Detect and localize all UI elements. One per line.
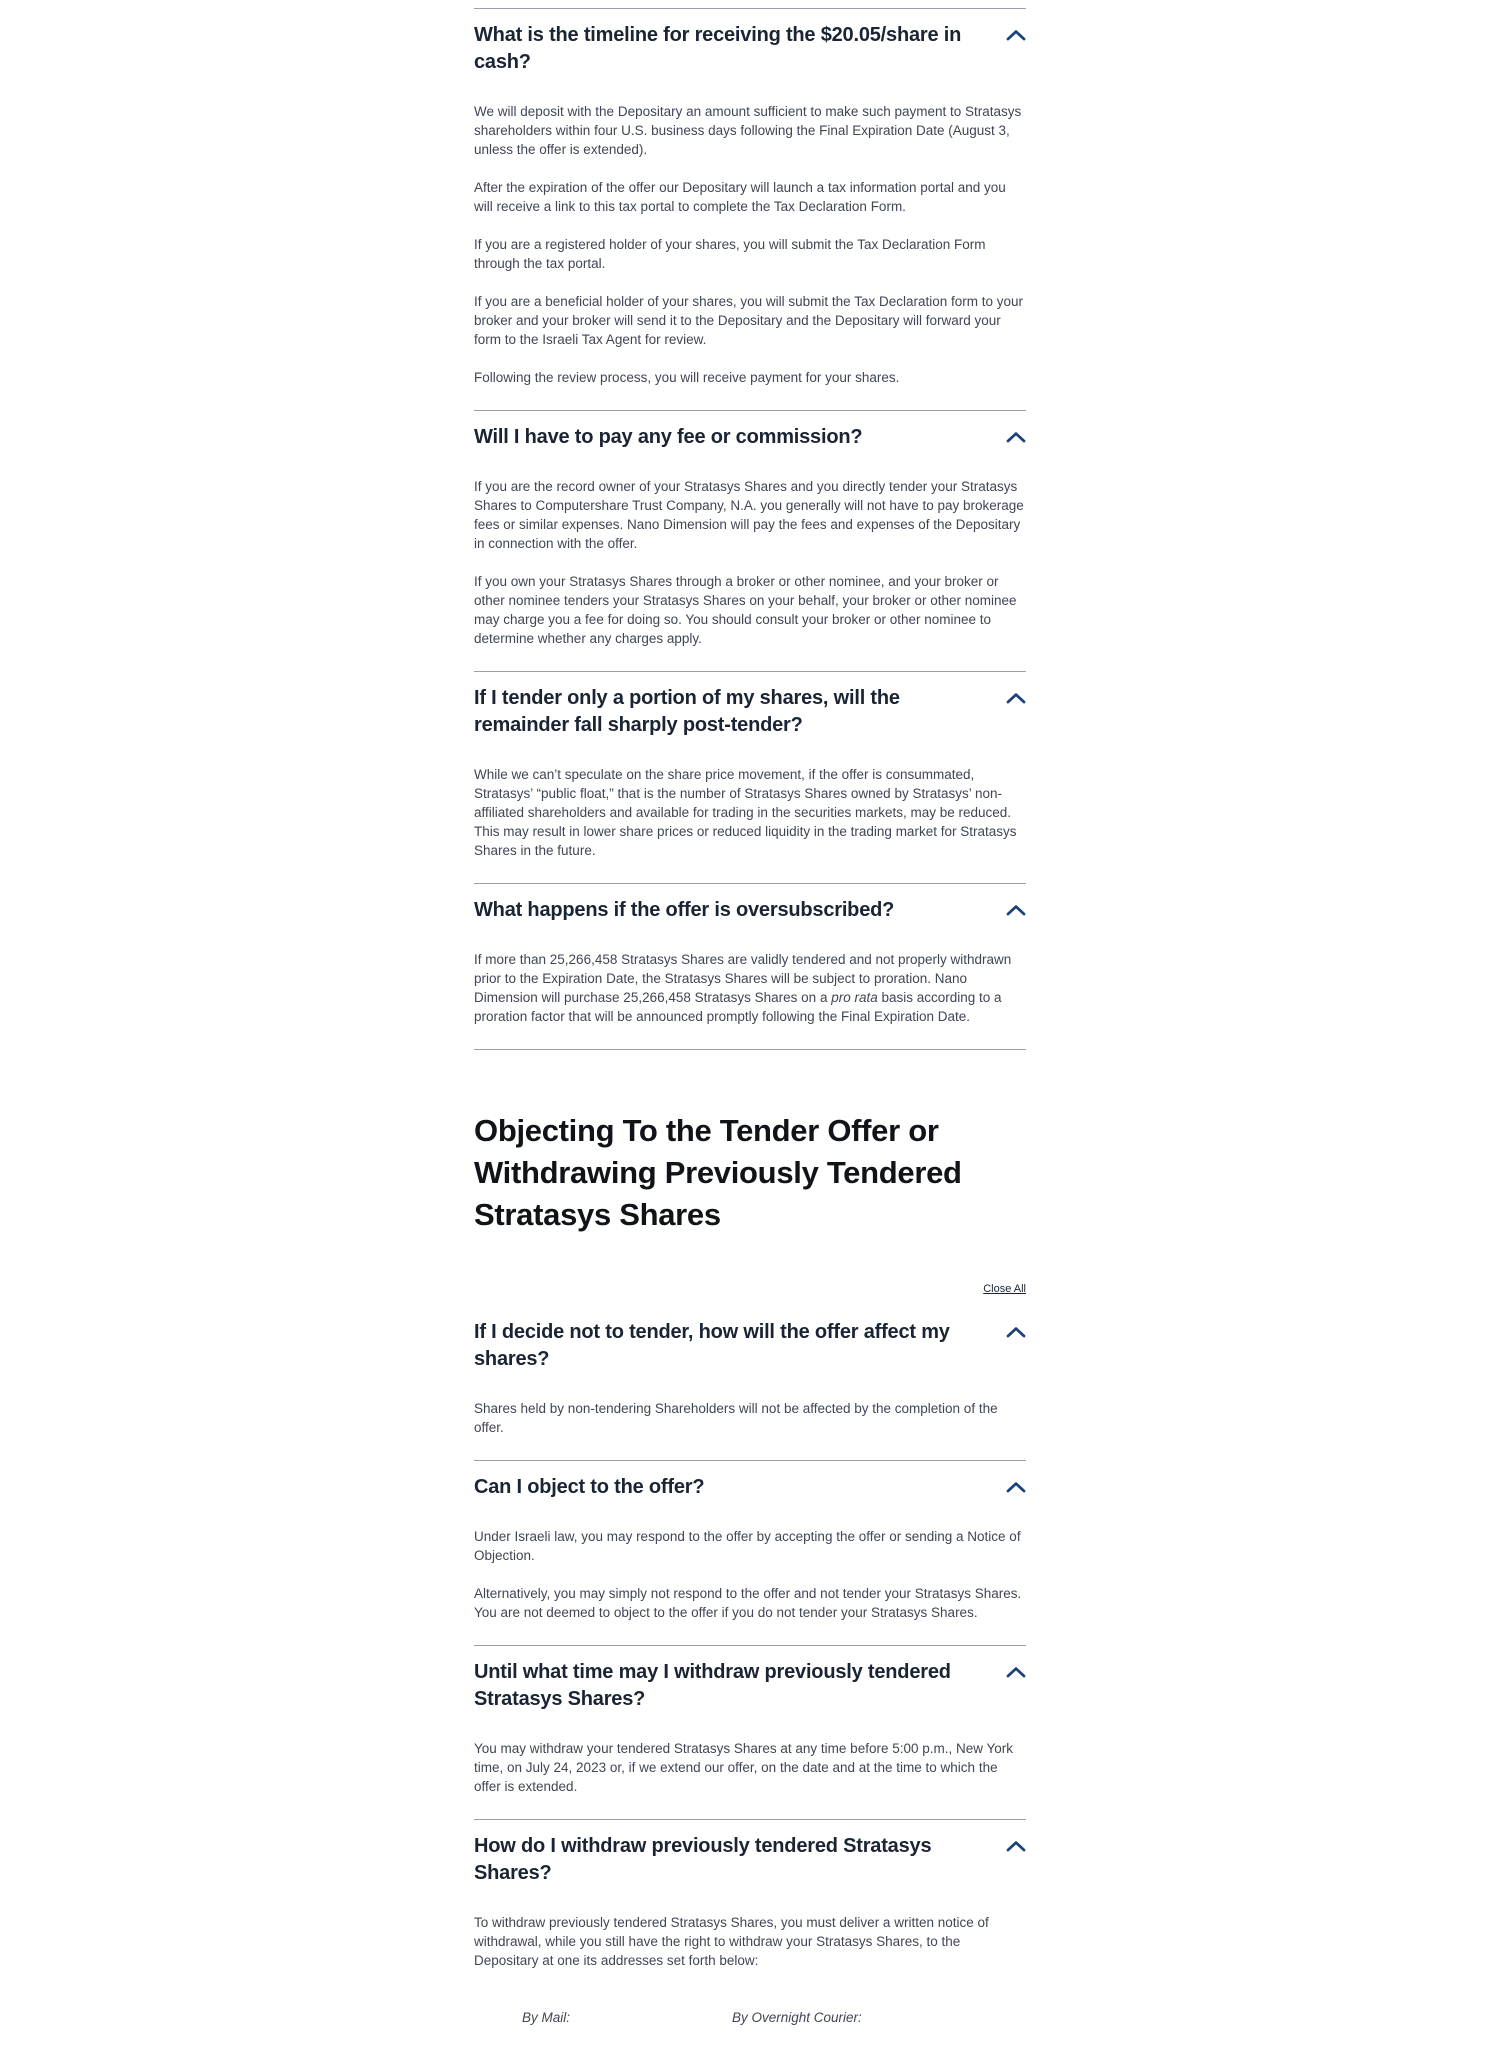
- chevron-up-icon[interactable]: [1006, 1666, 1026, 1678]
- chevron-up-icon[interactable]: [1006, 431, 1026, 443]
- by-mail-label: By Mail:: [522, 2010, 571, 2025]
- answer-text: basis according to a proration factor that will be announced promptly following the Final Expiration Date.: [474, 990, 1002, 1024]
- faq-question: Can I object to the offer?: [474, 1476, 705, 1498]
- faq-question: If I tender only a portion of my shares, will the remainder fall sharply post-tender?: [474, 687, 900, 736]
- answer-text: If you are a beneficial holder of your shares, you will submit the Tax Declaration form to your broker and your broker will send it to the Depositary and the Depositary will forward your form to the Israeli Tax Agent for review.: [474, 294, 1024, 347]
- answer-text: You may withdraw your tendered Stratasys Shares at any time before 5:00 p.m., New York time, on July 24, 2023 or, if we extend our offer, on the date and at the time to which the offer is extended.: [474, 1741, 1014, 1794]
- faq-answer: [474, 765, 1026, 860]
- chevron-up-icon[interactable]: [1006, 1840, 1026, 1852]
- answer-paragraph: [474, 235, 1026, 273]
- answer-text: While we can’t speculate on the share price movement, if the offer is consummated, Stratasys’ “public float,” that is the number of Stratasys Shares owned by Stratasys’ non-affiliated shareholders and available for trading in the securities markets, may be reduced. This may result in lower share prices or reduced liquidity in the trading market for Stratasys Shares in the future.: [474, 767, 1017, 858]
- answer-text-italic: pro rata: [831, 990, 878, 1005]
- answer-paragraph: [474, 102, 1026, 159]
- faq-question-row[interactable]: [474, 897, 1026, 924]
- answer-paragraph: [474, 178, 1026, 216]
- faq-question-row[interactable]: [474, 1833, 1026, 1887]
- chevron-up-icon[interactable]: [1006, 29, 1026, 41]
- faq-question: What happens if the offer is oversubscribed?: [474, 899, 895, 921]
- faq-question-row[interactable]: [474, 22, 1026, 76]
- answer-text: To withdraw previously tendered Stratasys Shares, you must deliver a written notice of withdrawal, while you still have the right to withdraw your Stratasys Shares, to the Depositary at one its addresses set forth below:: [474, 1915, 989, 1968]
- chevron-up-icon[interactable]: [1006, 1326, 1026, 1338]
- answer-paragraph: [474, 572, 1026, 648]
- faq-section-bottom: [474, 1295, 1026, 1993]
- faq-section-top: [474, 8, 1026, 1050]
- faq-answer: [474, 102, 1026, 387]
- by-overnight-courier-label: By Overnight Courier:: [732, 2010, 862, 2025]
- faq-question: Will I have to pay any fee or commission?: [474, 426, 863, 448]
- faq-item: [474, 1819, 1026, 1993]
- answer-text: Under Israeli law, you may respond to the offer by accepting the offer or sending a Notice of Objection.: [474, 1529, 1021, 1563]
- faq-item: [474, 883, 1026, 1049]
- faq-container: [474, 0, 1026, 2050]
- faq-question-row[interactable]: [474, 1474, 1026, 1501]
- faq-question-row[interactable]: [474, 685, 1026, 739]
- faq-question: What is the timeline for receiving the $20.05/share in cash?: [474, 24, 962, 73]
- answer-paragraph: [474, 1527, 1026, 1565]
- faq-item: [474, 671, 1026, 883]
- answer-text: Alternatively, you may simply not respond to the offer and not tender your Stratasys Shares. You are not deemed to object to the offer if you do not tender your Stratasys Shares.: [474, 1586, 1022, 1620]
- faq-question-row[interactable]: [474, 1659, 1026, 1713]
- faq-item: [474, 1460, 1026, 1645]
- answer-text: If more than 25,266,458 Stratasys Shares are validly tendered and not properly withdrawn prior to the Expiration Date, the Stratasys Shares will be subject to proration. Nano Dimension will purchase 25,266,458 Stratasys Shares on a: [474, 952, 1012, 1005]
- answer-paragraph: [474, 1399, 1026, 1437]
- faq-item: [474, 410, 1026, 671]
- answer-paragraph: [474, 477, 1026, 553]
- faq-answer: [474, 1399, 1026, 1437]
- faq-question-row[interactable]: [474, 424, 1026, 451]
- faq-item: [474, 1645, 1026, 1819]
- answer-text: We will deposit with the Depositary an amount sufficient to make such payment to Stratasys shareholders within four U.S. business days following the Final Expiration Date (August 3, unless the offer is extended).: [474, 104, 1022, 157]
- faq-question: Until what time may I withdraw previously tendered Stratasys Shares?: [474, 1661, 951, 1710]
- answer-paragraph: [474, 950, 1026, 1026]
- answer-text: Following the review process, you will receive payment for your shares.: [474, 370, 900, 385]
- faq-answer: [474, 1739, 1026, 1796]
- answer-paragraph: [474, 765, 1026, 860]
- chevron-up-icon[interactable]: [1006, 904, 1026, 916]
- address-labels-row: [474, 2010, 1026, 2050]
- faq-question-row[interactable]: [474, 1319, 1026, 1373]
- answer-paragraph: [474, 368, 1026, 387]
- answer-paragraph: [474, 1913, 1026, 1970]
- faq-answer: [474, 1527, 1026, 1622]
- chevron-up-icon[interactable]: [1006, 1481, 1026, 1493]
- faq-question: If I decide not to tender, how will the offer affect my shares?: [474, 1321, 950, 1370]
- close-all-row: [474, 1282, 1026, 1295]
- answer-text: After the expiration of the offer our Depositary will launch a tax information portal and you will receive a link to this tax portal to complete the Tax Declaration Form.: [474, 180, 1006, 214]
- answer-text: If you own your Stratasys Shares through a broker or other nominee, and your broker or other nominee tenders your Stratasys Shares on your behalf, your broker or other nominee may charge you a fee for doing so. You should consult your broker or other nominee to determine whether any charges apply.: [474, 574, 1017, 646]
- faq-item: [474, 8, 1026, 410]
- close-all-link[interactable]: Close All: [983, 1283, 1026, 1295]
- answer-text: If you are the record owner of your Stratasys Shares and you directly tender your Stratasys Shares to Computershare Trust Company, N.A. you generally will not have to pay brokerage fees or similar expenses. Nano Dimension will pay the fees and expenses of the Depositary in connection with the offer.: [474, 479, 1024, 551]
- answer-paragraph: [474, 1739, 1026, 1796]
- answer-text: Shares held by non-tendering Shareholders will not be affected by the completion of the offer.: [474, 1401, 998, 1435]
- faq-answer: [474, 950, 1026, 1026]
- answer-text: If you are a registered holder of your shares, you will submit the Tax Declaration Form through the tax portal.: [474, 237, 986, 271]
- answer-paragraph: [474, 1584, 1026, 1622]
- faq-answer: [474, 1913, 1026, 1970]
- section-title: Objecting To the Tender Offer or Withdrawing Previously Tendered Stratasys Shares: [474, 1113, 962, 1232]
- faq-answer: [474, 477, 1026, 648]
- chevron-up-icon[interactable]: [1006, 692, 1026, 704]
- answer-paragraph: [474, 292, 1026, 349]
- faq-question: How do I withdraw previously tendered Stratasys Shares?: [474, 1835, 932, 1884]
- faq-item: [474, 1295, 1026, 1460]
